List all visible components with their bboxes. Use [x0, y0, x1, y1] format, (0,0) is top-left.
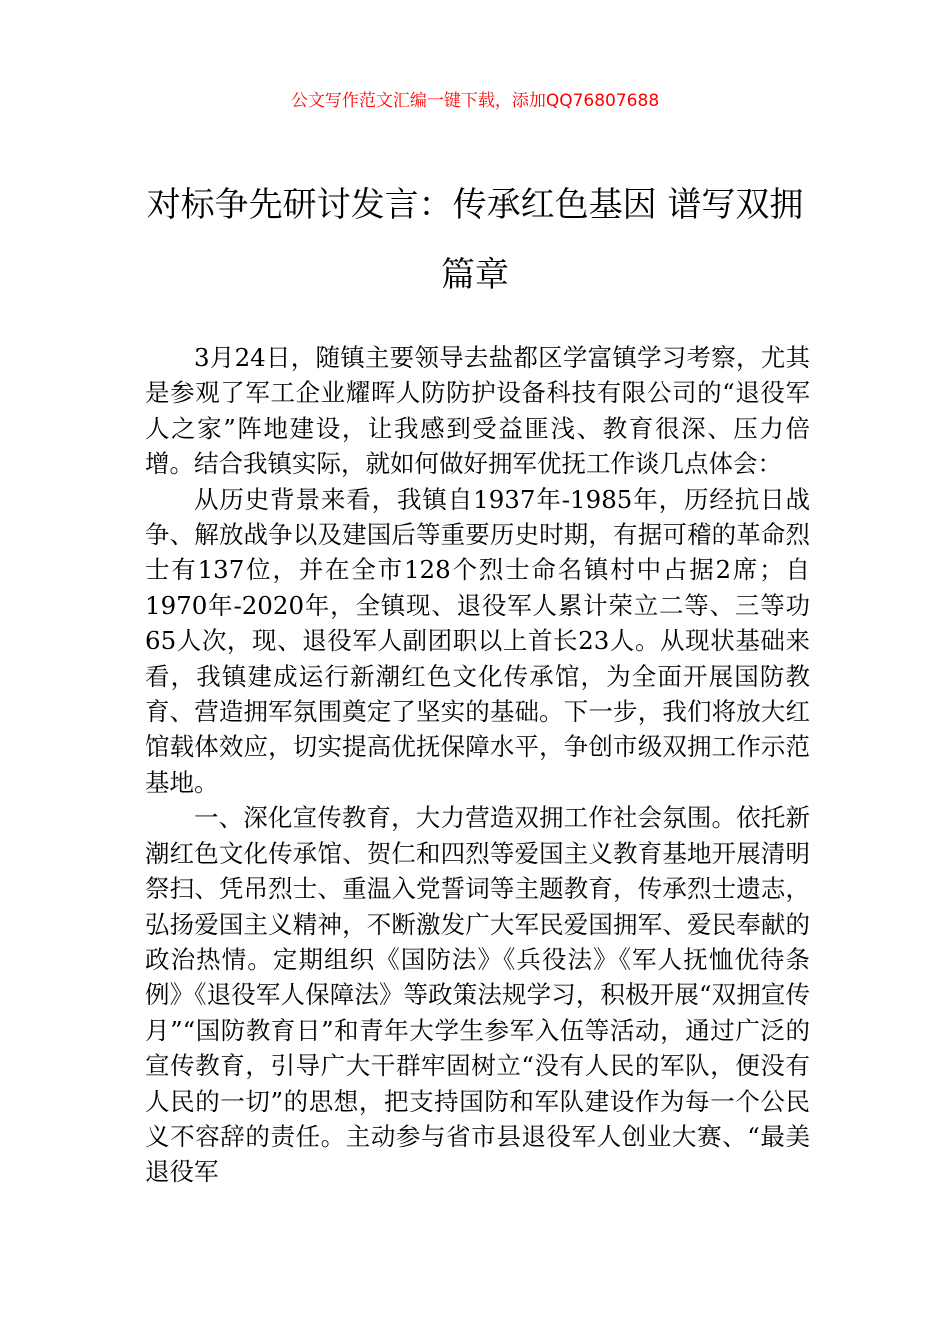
- document-body: [145, 340, 810, 1190]
- paragraph-background: 从历史背景来看，我镇自1937年-1985年，历经抗日战争、解放战争以及建国后等重要历史时期，有据可稽的革命烈士有137位，并在全市128个烈士命名镇村中占据2席；自1970年-2020年，全镇现、退役军人累计荣立二等、三等功65人次，现、退役军人副团职以上首长23人。从现状基础来看，我镇建成运行新潮红色文化传承馆，为全面开展国防教育、营造拥军氛围奠定了坚实的基础。下一步，我们将放大红馆载体效应，切实提高优抚保障水平，争创市级双拥工作示范基地。: [145, 484, 810, 797]
- paragraph-intro: 3月24日，随镇主要领导去盐都区学富镇学习考察，尤其是参观了军工企业耀晖人防防护设备科技有限公司的“退役军人之家”阵地建设，让我感到受益匪浅、教育很深、压力倍增。结合我镇实际，就如何做好拥军优抚工作谈几点体会：: [145, 343, 810, 479]
- paragraph-section-one: 一、深化宣传教育，大力营造双拥工作社会氛围。依托新潮红色文化传承馆、贺仁和四烈等爱国主义教育基地开展清明祭扫、凭吊烈士、重温入党誓词等主题教育，传承烈士遗志，弘扬爱国主义精神，不断激发广大军民爱国拥军、爱民奉献的政治热情。定期组织《国防法》《兵役法》《军人抚恤优待条例》《退役军人保障法》等政策法规学习，积极开展“双拥宣传月”“国防教育日”和青年大学生参军入伍等活动，通过广泛的宣传教育，引导广大干群牢固树立“没有人民的军队，便没有人民的一切”的思想，把支持国防和军队建设作为每一个公民义不容辞的责任。主动参与省市县退役军人创业大赛、“最美退役军: [145, 803, 810, 1187]
- download-notice: 公文写作范文汇编一键下载，添加QQ76807688: [290, 91, 660, 111]
- document-title: 对标争先研讨发言：传承红色基因 谱写双拥篇章: [146, 185, 804, 295]
